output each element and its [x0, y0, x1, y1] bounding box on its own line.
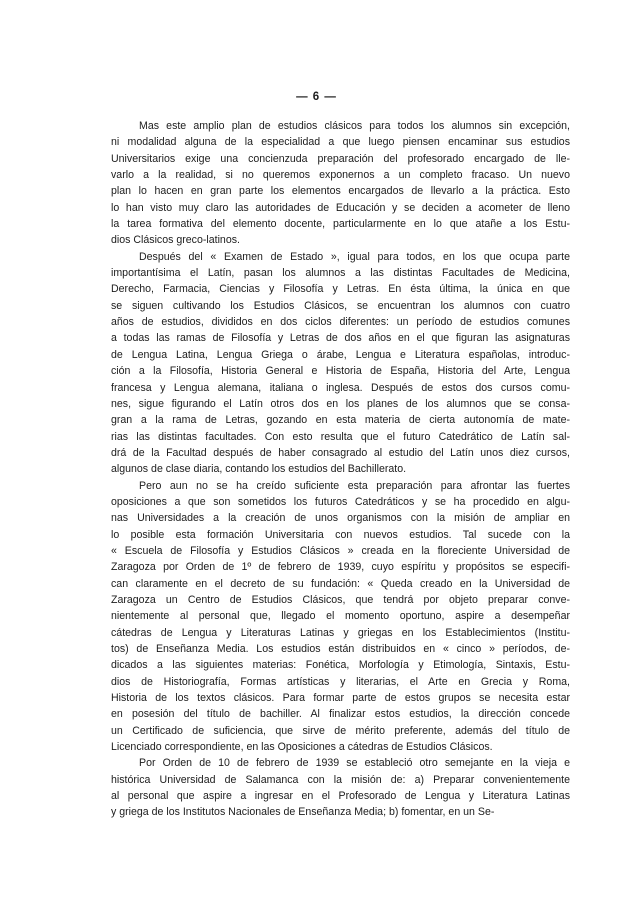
- text-line: « Escuela de Filosofía y Estudios Clásicos » creada en la floreciente Universidad de: [111, 544, 570, 557]
- text-line: oposiciones a que son sometidos los futuros Catedráticos y se ha procedido en algu-: [111, 495, 570, 508]
- text-line: nes, sigue figurando el Latín otros dos en los planes de los alumnos que se consa-: [111, 397, 570, 410]
- text-line: a todas las ramas de Filosofía y Letras de dos años en el que figuran las asignaturas: [111, 332, 570, 345]
- text-line: plan lo hacen en gran parte los elementos encargados de llevarlo a la práctica. Esto: [111, 185, 570, 198]
- text-line: Pero aun no se ha creído suficiente esta preparación para afrontar las fuertes: [139, 479, 570, 492]
- text-line: Licenciado correspondiente, en las Oposiciones a cátedras de Estudios Clásicos.: [111, 741, 493, 754]
- text-line: Historia de los textos clásicos. Para formar parte de estos grupos se necesita estar: [111, 692, 570, 705]
- text-line: lo posible esta formación Universitaria con nuevos estudios. Tal sucede con la: [111, 528, 570, 541]
- text-line: Zaragoza por Orden de 1º de febrero de 1939, cuyo espíritu y propósitos se especifi-: [111, 561, 570, 574]
- paragraph: [111, 755, 570, 820]
- text-line: en posesión del título de bachiller. Al finalizar estos estudios, la dirección concede: [111, 708, 570, 721]
- text-line: dicados a las siguientes materias: Fonética, Morfología y Etimología, Sintaxis, Estu-: [111, 659, 570, 672]
- text-line: tos) de Enseñanza Media. Los estudios están distribuidos en « cinco » períodos, de-: [111, 643, 570, 655]
- text-line: dios de Historiografía, Formas artísticas y literarias, el Arte en Grecia y Roma,: [111, 675, 570, 688]
- text-line: importantísima el Latín, pasan los alumnos a las distintas Facultades de Medicina,: [111, 267, 570, 280]
- text-line: Por Orden de 10 de febrero de 1939 se estableció otro semejante en la vieja e: [139, 757, 570, 770]
- text-line: francesa y Lengua alemana, italiana o inglesa. Después de estos dos cursos comu-: [111, 381, 570, 394]
- paragraph: [111, 249, 570, 478]
- text-line: drá de la Facultad después de haber consagrado al estudio del Latín unos diez cursos,: [111, 446, 570, 459]
- text-line: ción a la Filosofía, Historia General e Historia de España, Historia del Arte, Lengua: [111, 365, 570, 378]
- text-line: Después del « Examen de Estado », igual para todos, en los que ocupa parte: [139, 250, 570, 263]
- text-line: lo han visto muy claro las autoridades de Educación y se deciden a acometer de lleno: [111, 201, 570, 214]
- text-line: y griega de los Institutos Nacionales de Enseñanza Media; b) fomentar, en un Se-: [111, 806, 495, 819]
- text-line: varlo a la realidad, si no queremos exponernos a un completo fracaso. Un nuevo: [111, 169, 570, 182]
- text-line: de Lengua Latina, Lengua Griega o árabe, Lengua e Literatura españolas, introduc-: [111, 348, 570, 361]
- text-line: años de estudios, divididos en dos ciclos diferentes: un período de estudios comunes: [111, 316, 570, 329]
- text-line: Mas este amplio plan de estudios clásicos para todos los alumnos sin excepción,: [139, 120, 570, 132]
- body-text: [111, 118, 570, 821]
- text-line: algunos de clase diaria, contando los estudios del Bachillerato.: [111, 463, 407, 476]
- text-line: un Certificado de suficiencia, que sirve de mérito preferente, además del título de: [111, 724, 570, 737]
- paragraph: [111, 118, 570, 249]
- text-line: al personal que aspire a ingresar en el Profesorado de Lengua y Literatura Latinas: [111, 790, 570, 803]
- page-number: — 6 —: [296, 91, 337, 103]
- text-line: histórica Universidad de Salamanca con la misión de: a) Preparar convenientemente: [111, 773, 570, 786]
- text-line: ni modalidad alguna de la especialidad a que luego piensen encaminar sus estudios: [111, 136, 570, 149]
- text-line: cátedras de Lengua y Literaturas Latinas y griegas en los Establecimientos (Institu-: [111, 626, 570, 639]
- text-line: Zaragoza un Centro de Estudios Clásicos, que tendrá por objeto preparar conve-: [111, 593, 570, 606]
- text-line: gran a la rama de Letras, gozando en esta materia de cierta autonomía de mate-: [111, 414, 570, 427]
- text-line: nas Universidades a la creación de unos organismos con la misión de ampliar en: [111, 512, 570, 525]
- text-line: rias las distintas facultades. Con esto resulta que el futuro Catedrático de Latín sal-: [111, 430, 570, 443]
- paragraph: [111, 478, 570, 756]
- text-line: dios Clásicos greco-latinos.: [111, 234, 240, 247]
- text-line: la tarea formativa del elemento docente, particularmente en lo que atañe a los Estu-: [111, 218, 570, 231]
- text-line: se siguen cultivando los Estudios Clásicos, se encuentran los alumnos con cuatro: [111, 299, 570, 312]
- text-line: nientemente al personal que, llegado el momento oportuno, aspire a desempeñar: [111, 610, 570, 623]
- text-line: can claramente en el decreto de su fundación: « Queda creado en la Universidad de: [111, 577, 570, 590]
- text-line: Derecho, Farmacia, Ciencias y Filosofía y Letras. En ésta última, la única en que: [111, 283, 570, 296]
- text-line: Universitarios exige una concienzuda preparación del profesorado encargado de lle-: [111, 152, 570, 165]
